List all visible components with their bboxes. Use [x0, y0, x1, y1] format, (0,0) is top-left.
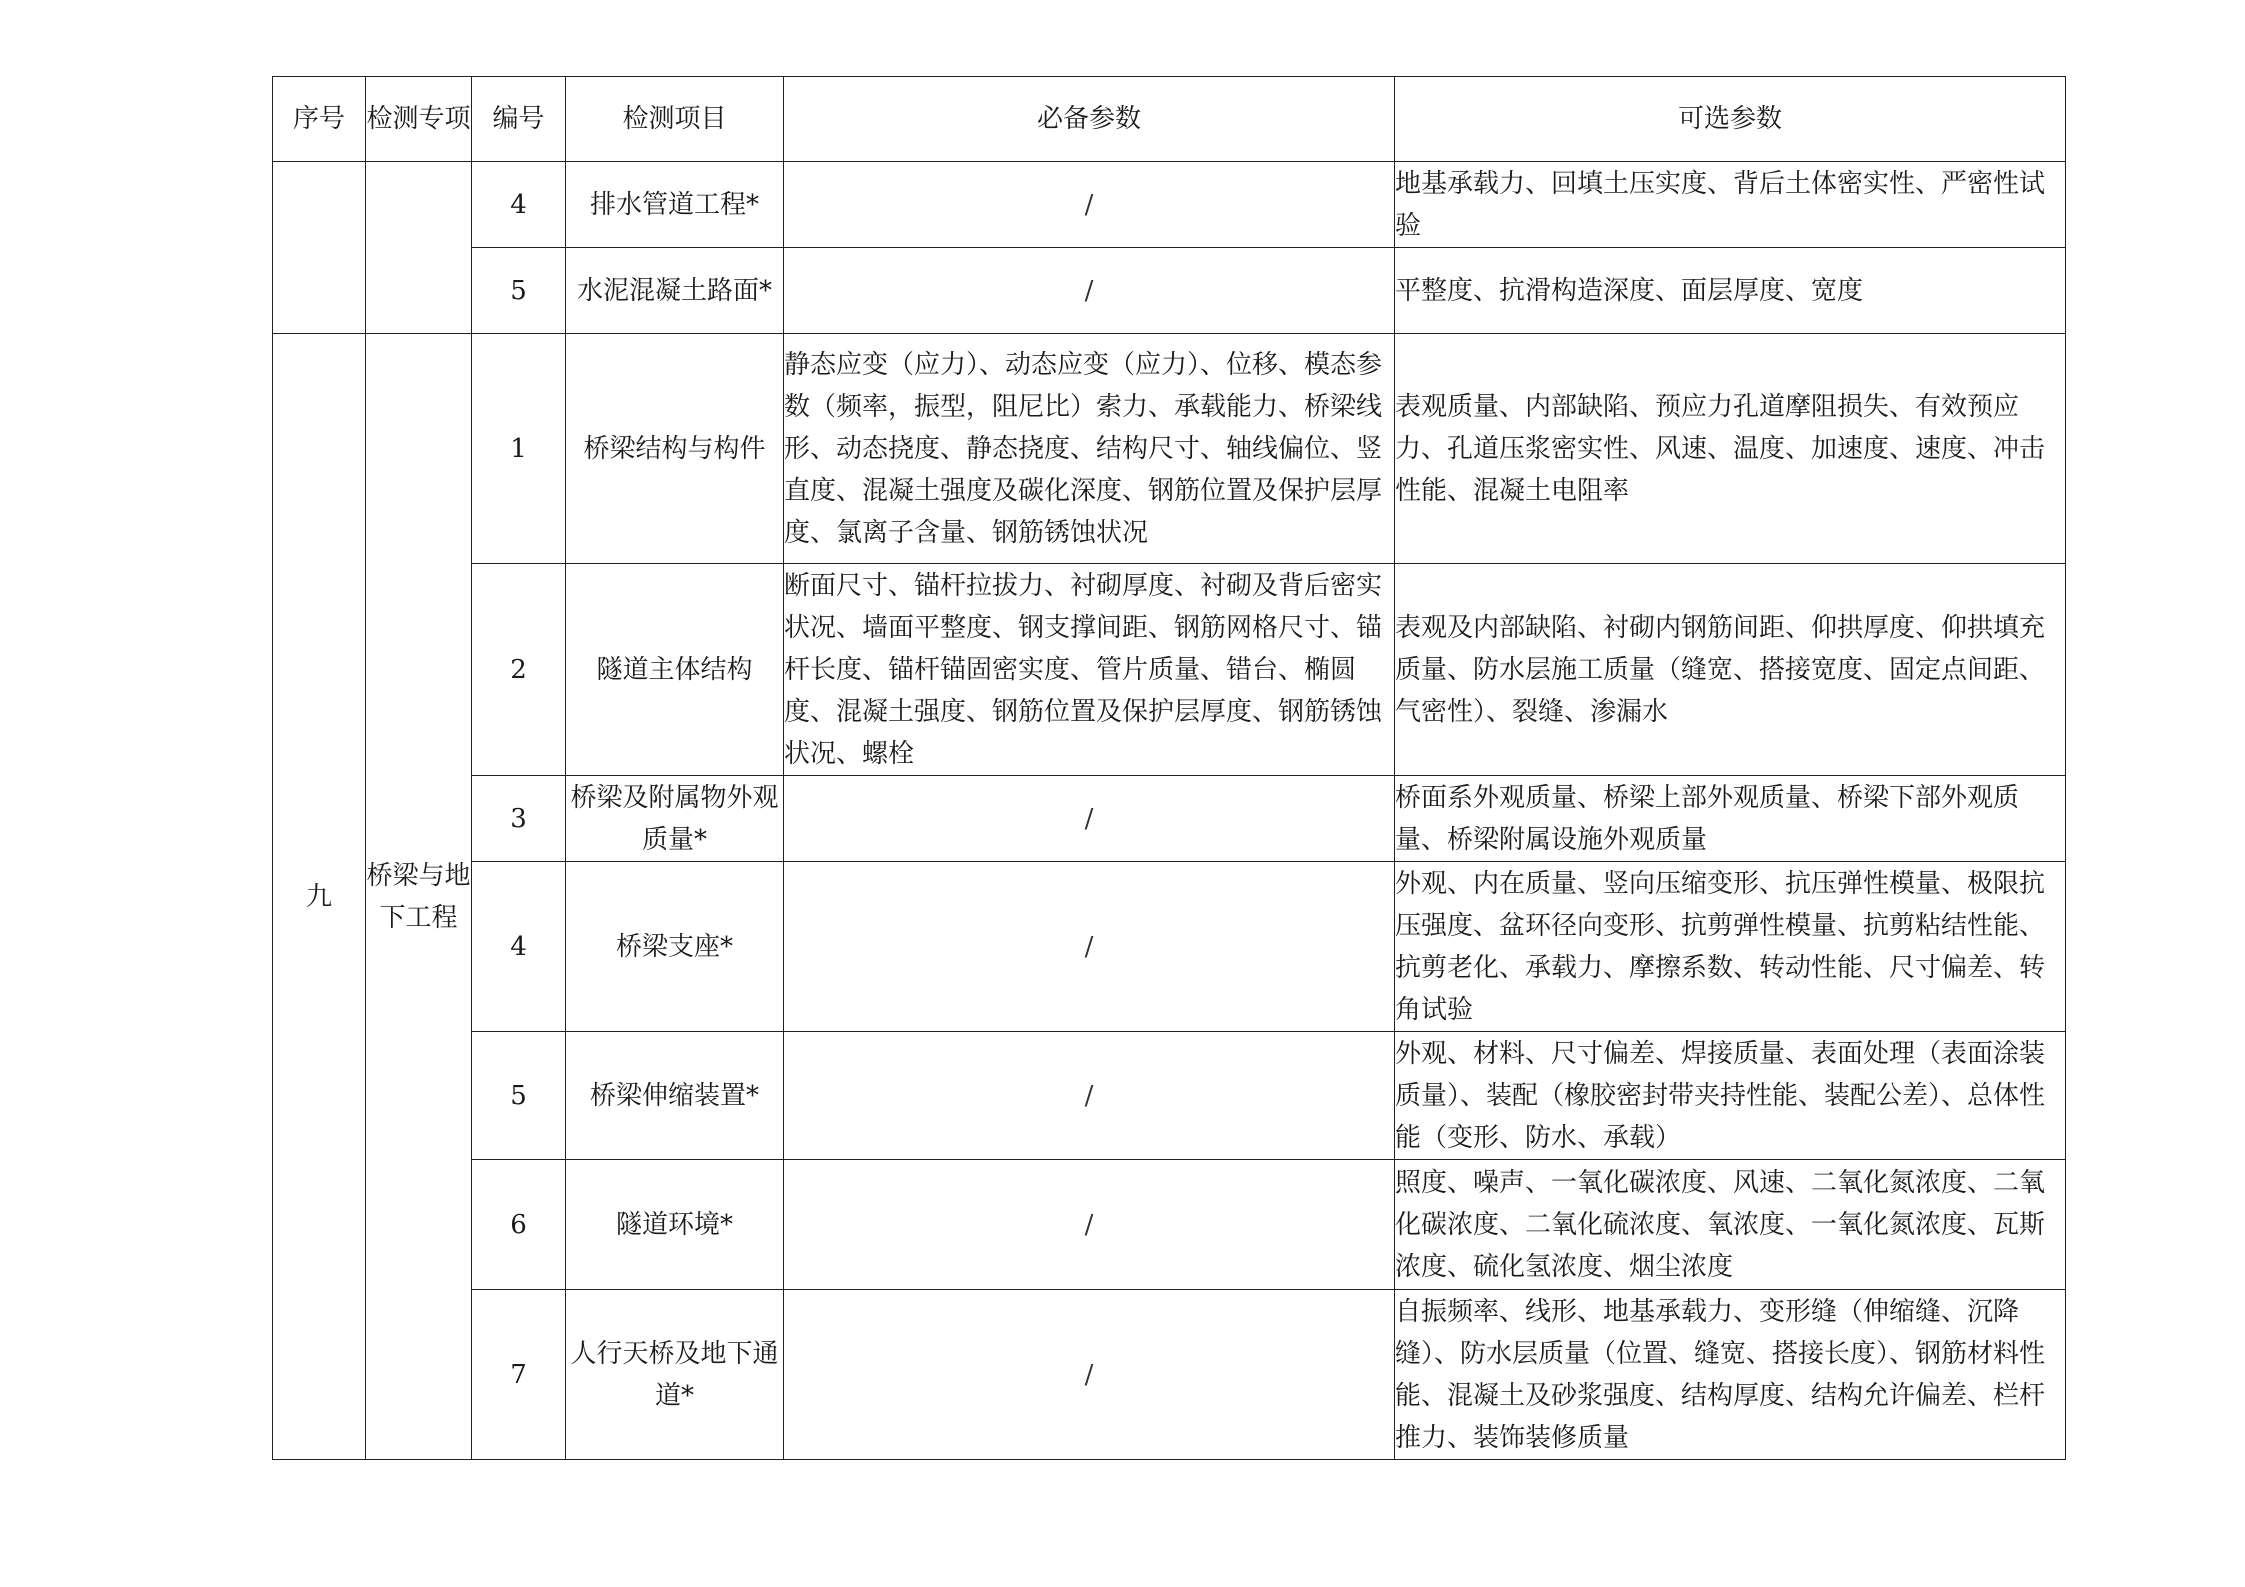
row-number: 4 [472, 862, 566, 1032]
table-row [273, 776, 2066, 862]
row-required: / [784, 1032, 1395, 1160]
row-number: 2 [472, 564, 566, 776]
row-number: 6 [472, 1160, 566, 1290]
row-required: 静态应变（应力）、动态应变（应力）、位移、模态参数（频率，振型，阻尼比）索力、承载能力、桥梁线形、动态挠度、静态挠度、结构尺寸、轴线偏位、竖直度、混凝土强度及碳化深度、钢筋位置及保护层厚度、氯离子含量、钢筋锈蚀状况 [784, 334, 1395, 564]
row-number: 7 [472, 1290, 566, 1460]
table-row [273, 1290, 2066, 1460]
row-optional: 表观质量、内部缺陷、预应力孔道摩阻损失、有效预应力、孔道压浆密实性、风速、温度、加速度、速度、冲击性能、混凝土电阻率 [1395, 334, 2066, 564]
table-row [273, 862, 2066, 1032]
row-optional: 照度、噪声、一氧化碳浓度、风速、二氧化氮浓度、二氧化碳浓度、二氧化硫浓度、氧浓度、一氧化氮浓度、瓦斯浓度、硫化氢浓度、烟尘浓度 [1395, 1160, 2066, 1290]
row-required: / [784, 862, 1395, 1032]
table-row [273, 248, 2066, 334]
row-item: 水泥混凝土路面* [566, 248, 784, 334]
table-row [273, 1160, 2066, 1290]
table-header-row [273, 77, 2066, 162]
row-required: 断面尺寸、锚杆拉拔力、衬砌厚度、衬砌及背后密实状况、墙面平整度、钢支撑间距、钢筋网格尺寸、锚杆长度、锚杆锚固密实度、管片质量、错台、椭圆度、混凝土强度、钢筋位置及保护层厚度、钢筋锈蚀状况、螺栓 [784, 564, 1395, 776]
row-number: 4 [472, 162, 566, 248]
row-optional: 自振频率、线形、地基承载力、变形缝（伸缩缝、沉降缝）、防水层质量（位置、缝宽、搭接长度）、钢筋材料性能、混凝土及砂浆强度、结构厚度、结构允许偏差、栏杆推力、装饰装修质量 [1395, 1290, 2066, 1460]
category-cell: 桥梁与地下工程 [366, 334, 472, 1460]
category-cell-empty [366, 162, 472, 334]
header-item: 检测项目 [566, 77, 784, 162]
table-row [273, 564, 2066, 776]
header-number: 编号 [472, 77, 566, 162]
row-optional: 外观、材料、尺寸偏差、焊接质量、表面处理（表面涂装质量）、装配（橡胶密封带夹持性能、装配公差）、总体性能（变形、防水、承载） [1395, 1032, 2066, 1160]
seq-cell-empty [273, 162, 366, 334]
inspection-parameter-table [272, 76, 2066, 1460]
row-number: 5 [472, 248, 566, 334]
row-required: / [784, 1160, 1395, 1290]
row-optional: 桥面系外观质量、桥梁上部外观质量、桥梁下部外观质量、桥梁附属设施外观质量 [1395, 776, 2066, 862]
row-required: / [784, 776, 1395, 862]
row-required: / [784, 248, 1395, 334]
row-optional: 外观、内在质量、竖向压缩变形、抗压弹性模量、极限抗压强度、盆环径向变形、抗剪弹性模量、抗剪粘结性能、抗剪老化、承载力、摩擦系数、转动性能、尺寸偏差、转角试验 [1395, 862, 2066, 1032]
row-item: 隧道主体结构 [566, 564, 784, 776]
table-row [273, 162, 2066, 248]
row-optional: 平整度、抗滑构造深度、面层厚度、宽度 [1395, 248, 2066, 334]
header-required: 必备参数 [784, 77, 1395, 162]
row-optional: 地基承载力、回填土压实度、背后土体密实性、严密性试验 [1395, 162, 2066, 248]
seq-cell: 九 [273, 334, 366, 1460]
row-required: / [784, 162, 1395, 248]
row-number: 1 [472, 334, 566, 564]
header-seq: 序号 [273, 77, 366, 162]
header-category: 检测专项 [366, 77, 472, 162]
row-optional: 表观及内部缺陷、衬砌内钢筋间距、仰拱厚度、仰拱填充质量、防水层施工质量（缝宽、搭接宽度、固定点间距、气密性）、裂缝、渗漏水 [1395, 564, 2066, 776]
row-item: 桥梁伸缩装置* [566, 1032, 784, 1160]
row-number: 3 [472, 776, 566, 862]
row-required: / [784, 1290, 1395, 1460]
header-optional: 可选参数 [1395, 77, 2066, 162]
row-item: 隧道环境* [566, 1160, 784, 1290]
row-item: 桥梁及附属物外观质量* [566, 776, 784, 862]
table-row [273, 334, 2066, 564]
table-row [273, 1032, 2066, 1160]
row-number: 5 [472, 1032, 566, 1160]
row-item: 桥梁结构与构件 [566, 334, 784, 564]
row-item: 排水管道工程* [566, 162, 784, 248]
row-item: 人行天桥及地下通道* [566, 1290, 784, 1460]
row-item: 桥梁支座* [566, 862, 784, 1032]
